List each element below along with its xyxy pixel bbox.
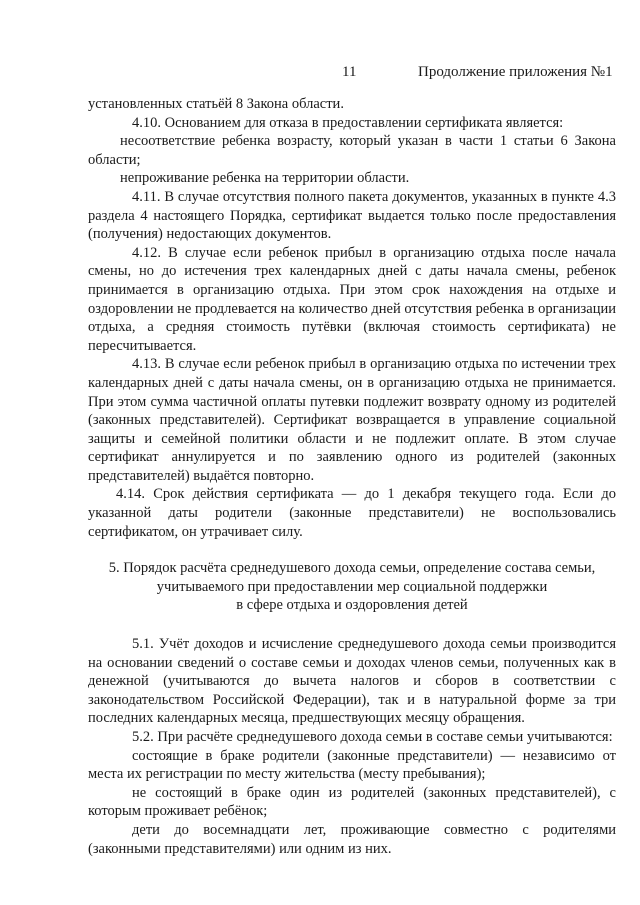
appendix-continuation-label: Продолжение приложения №1 — [418, 64, 613, 80]
paragraph-4-14: 4.14. Срок действия сертификата — до 1 декабря текущего года. Если до указанной даты родители (законные представители) не воспользовались сертификатом, он утрачивает силу. — [88, 486, 616, 540]
paragraph-family-married-parents: состоящие в браке родители (законные представители) — независимо от места их регистрации по месту жительства (месту пребывания); — [88, 747, 616, 783]
section-5-heading — [88, 559, 616, 615]
document-body — [88, 95, 616, 858]
paragraph-4-13: 4.13. В случае если ребенок прибыл в организацию отдыха по истечении трех календарных дней с даты начала смены, он в организацию отдыха не принимается. При этом сумма частичной оплаты путевки подлежит возврату одному из родителей (законных представителей). Сертификат возвращается в управление социальной защиты и семейной политики области и не подлежит оплате. В этом случае сертификат аннулируется и по заявлению одного из родителей (законных представителей) выдаётся повторно. — [88, 356, 616, 484]
paragraph-4-10: 4.10. Основанием для отказа в предоставлении сертификата является: — [132, 114, 564, 131]
paragraph-continuation: установленных статьёй 8 Закона области. — [88, 96, 344, 112]
paragraph-refusal-reason-age: несоответствие ребенка возрасту, который указан в части 1 статьи 6 Закона области; — [88, 133, 616, 168]
paragraph-refusal-reason-residence: непроживание ребенка на территории области. — [120, 170, 410, 187]
paragraph-5-1: 5.1. Учёт доходов и исчисление среднедушевого дохода семьи производится на основании сведений о составе семьи и доходах членов семьи, полученных как в денежной (учитываются до вычета налогов и сборов в соответствии с законодательством Российской Федерации), так и в натуральной форме за три последних календарных месяца, предшествующих месяцу обращения. — [88, 636, 616, 727]
section-5-heading-line-2: учитываемого при предоставлении мер социальной поддержки — [156, 578, 548, 595]
section-5-heading-line-1: 5. Порядок расчёта среднедушевого дохода семьи, определение состава семьи, — [108, 560, 596, 577]
paragraph-4-11: 4.11. В случае отсутствия полного пакета документов, указанных в пункте 4.3 раздела 4 настоящего Порядка, сертификат выдается только после предоставления (получения) недостающих документов. — [88, 188, 616, 243]
paragraph-4-12: 4.12. В случае если ребенок прибыл в организацию отдыха после начала смены, но до истечения трех календарных дней с даты начала смены, ребенок принимается в организацию отдыха. При этом срок нахождения на отдыхе и оздоровлении не продлевается на количество дней отсутствия ребенка в организации отдыха, а средняя стоимость путёвки (включая стоимость сертификата) не пересчитывается. — [88, 244, 616, 354]
section-5-heading-line-3: в сфере отдыха и оздоровления детей — [236, 597, 468, 614]
paragraph-family-single-parent: не состоящий в браке один из родителей (законных представителей), с которым проживает ребёнок; — [88, 784, 616, 820]
page-number: 11 — [342, 64, 357, 80]
paragraph-family-children: дети до восемнадцати лет, проживающие совместно с родителями (законными представителями) или одним из них. — [88, 821, 616, 857]
paragraph-5-2: 5.2. При расчёте среднедушевого дохода семьи в составе семьи учитываются: — [132, 729, 613, 745]
